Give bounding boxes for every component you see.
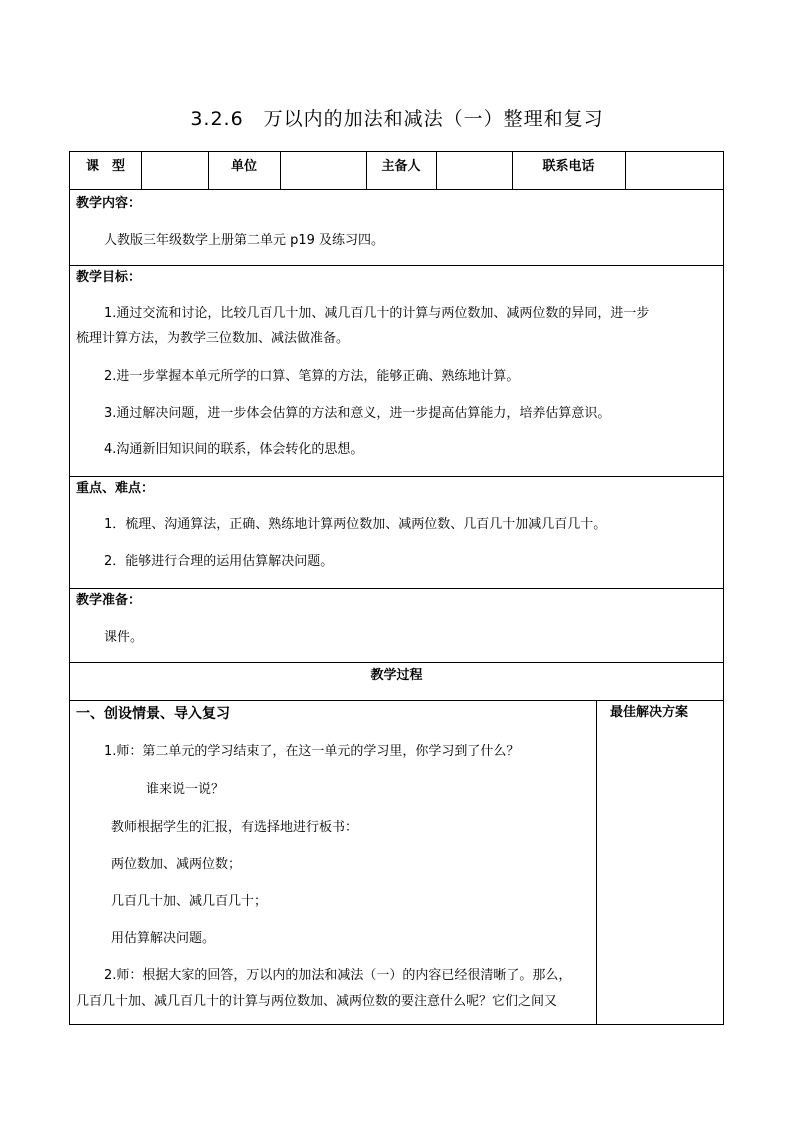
header-dan-wei-label: 单位 <box>230 159 257 174</box>
row-divider <box>70 476 723 477</box>
header-divider <box>436 152 437 189</box>
process-line: 两位数加、减两位数； <box>111 857 242 872</box>
row-divider <box>70 662 723 663</box>
row-divider <box>70 588 723 589</box>
row-divider <box>70 189 723 190</box>
goals-label: 教学目标： <box>76 270 142 285</box>
header-divider <box>280 152 281 189</box>
key-point-line: 1．梳理、沟通算法，正确、熟练地计算两位数加、减两位数、几百几十加减几百几十。 <box>104 517 607 532</box>
goal-line: 1.通过交流和讨论，比较几百几十加、减几百几十的计算与两位数加、减两位数的异同，进一步 <box>104 306 650 321</box>
process-line: 谁来说一说？ <box>146 782 225 797</box>
process-line: 用估算解决问题。 <box>111 931 216 946</box>
process-line: 几百几十加、减几百几十； <box>111 894 268 909</box>
solution-column-divider <box>596 700 597 1024</box>
header-divider <box>141 152 142 189</box>
goal-line: 2.进一步掌握本单元所学的口算、笔算的方法，能够正确、熟练地计算。 <box>104 369 520 384</box>
header-zhu-bei-ren-label: 主备人 <box>381 159 421 174</box>
prep-text: 课件。 <box>104 630 144 645</box>
key-point-line: 2．能够进行合理的运用估算解决问题。 <box>104 554 334 569</box>
goal-line: 3.通过解决问题，进一步体会估算的方法和意义，进一步提高估算能力，培养估算意识。 <box>104 406 611 421</box>
header-divider <box>625 152 626 189</box>
row-divider <box>70 700 723 701</box>
process-label: 教学过程 <box>370 668 423 683</box>
row-divider <box>70 265 723 266</box>
process-line: 几百几十加、减几百几十的计算与两位数加、减两位数的要注意什么呢？它们之间又 <box>76 994 558 1009</box>
lesson-plan-table <box>69 151 724 1025</box>
section1-title: 一、创设情景、导入复习 <box>76 706 230 722</box>
goal-line: 4.沟通新旧知识间的联系，体会转化的思想。 <box>104 442 364 457</box>
process-line: 教师根据学生的汇报，有选择地进行板书： <box>111 820 359 835</box>
prep-label: 教学准备： <box>76 593 142 608</box>
process-line: 1.师：第二单元的学习结束了，在这一单元的学习里，你学习到了什么？ <box>104 744 520 759</box>
header-ke-xing-label: 课 型 <box>85 159 125 174</box>
goal-line: 梳理计算方法，为教学三位数加、减法做准备。 <box>76 331 350 346</box>
page-title: 3.2.6 万以内的加法和减法（一）整理和复习 <box>190 108 604 130</box>
best-solution-label: 最佳解决方案 <box>610 705 689 720</box>
content-label: 教学内容： <box>76 196 142 211</box>
process-line: 2.师：根据大家的回答，万以内的加法和减法（一）的内容已经很清晰了。那么， <box>104 968 572 983</box>
content-text: 人教版三年级数学上册第二单元 p19 及练习四。 <box>104 233 385 248</box>
header-contact-phone-label: 联系电话 <box>542 159 595 174</box>
key-points-label: 重点、难点： <box>76 481 155 496</box>
